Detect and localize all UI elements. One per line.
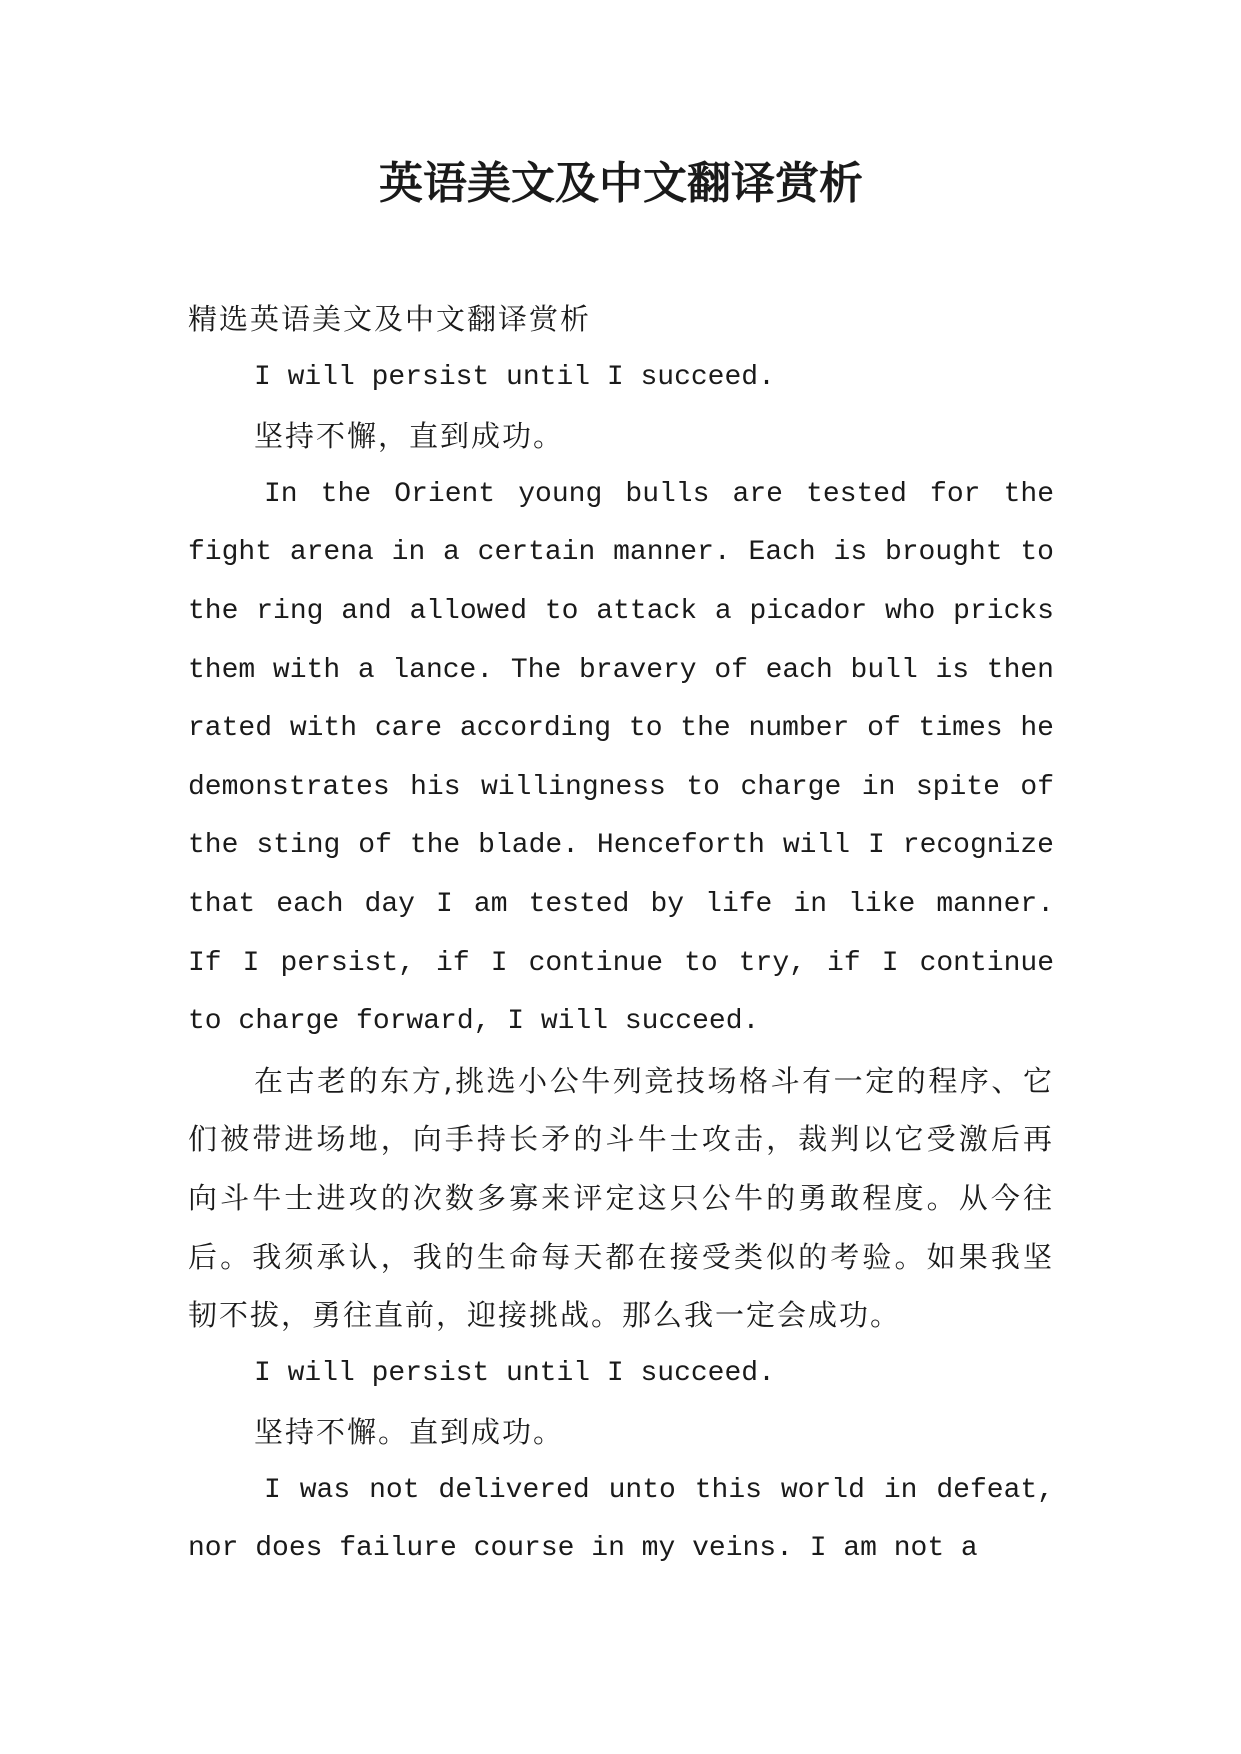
english-heading-paragraph-2: I will persist until I succeed.: [254, 1357, 775, 1389]
document-page: [188, 0, 1054, 1754]
document-title: 英语美文及中文翻译赏析: [379, 158, 863, 209]
english-body-paragraph: In the Orient young bulls are tested for the fight arena in a certain manner. Each is brought to the ring and allowed to attack a picador who pricks them with a lance. The bravery of each bull is then rated with care according to the number of times he demonstrates his willingness to charge in spite of the sting of the blade. Henceforth will I recognize that each day I am tested by life in like manner. If I persist, if I continue to try, if I continue to charge forward, I will succeed.: [188, 478, 1054, 1038]
english-heading-paragraph: I will persist until I succeed.: [254, 361, 775, 393]
chinese-heading-paragraph-2: 坚持不懈。直到成功。: [254, 1415, 565, 1450]
document-body: [188, 290, 1054, 1579]
chinese-body-paragraph: 在古老的东方,挑选小公牛列竞技场格斗有一定的程序、它们被带进场地，向手持长矛的斗牛士攻击，裁判以它受激后再向斗牛士进攻的次数多寡来评定这只公牛的勇敢程度。从今往后。我须承认，我的生命每天都在接受类似的考验。如果我坚韧不拔，勇往直前，迎接挑战。那么我一定会成功。: [188, 1063, 1054, 1333]
chinese-heading-paragraph: 坚持不懈，直到成功。: [254, 419, 565, 454]
english-body-paragraph-2: I was not delivered unto this world in defeat, nor does failure course in my veins. I am not a: [188, 1474, 1054, 1565]
subtitle-paragraph: 精选英语美文及中文翻译赏析: [188, 302, 592, 336]
